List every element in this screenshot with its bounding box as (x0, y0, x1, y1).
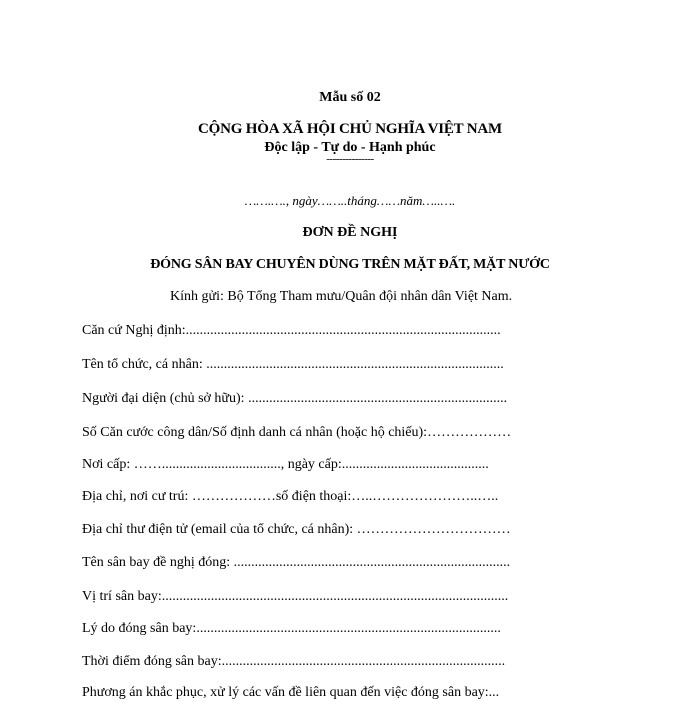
form-field-address-phone: Địa chỉ, nơi cư trú: ………………số điện thoại:…..…………………..….. (82, 489, 499, 504)
document-title: ĐƠN ĐỀ NGHỊ (302, 225, 398, 240)
form-field-id-number: Số Căn cước công dân/Số định danh cá nhân (hoặc hộ chiếu):……………… (82, 425, 512, 440)
form-field-closure-time: Thời điểm đóng sân bay:................................................................................. (82, 654, 506, 669)
document-subtitle: ĐÓNG SÂN BAY CHUYÊN DÙNG TRÊN MẶT ĐẤT, MẶT NƯỚC (150, 257, 550, 272)
dateline: …….…., ngày……..tháng……năm…..…. (244, 193, 456, 208)
motto-divider: --------------- (326, 153, 374, 165)
form-field-remediation-plan: Phương án khắc phục, xử lý các vấn đề liên quan đến việc đóng sân bay:... (82, 685, 500, 700)
form-field-airport-location: Vị trí sân bay:................................................................................................... (82, 589, 509, 604)
form-field-legal-basis: Căn cứ Nghị định:.......................................................................................... (82, 323, 501, 338)
form-field-issue-place-date: Nơi cấp: …….................................., ngày cấp:.......................................... (82, 457, 489, 472)
national-title: CỘNG HÒA XÃ HỘI CHỦ NGHĨA VIỆT NAM (198, 121, 502, 137)
addressee-line: Kính gửi: Bộ Tổng Tham mưu/Quân đội nhân dân Việt Nam. (170, 289, 513, 304)
form-field-email: Địa chỉ thư điện tử (email của tổ chức, cá nhân): …………………………… (82, 522, 511, 537)
form-field-closure-reason: Lý do đóng sân bay:....................................................................................... (82, 621, 501, 636)
national-motto: Độc lập - Tự do - Hạnh phúc (264, 140, 436, 155)
form-field-airport-name: Tên sân bay đề nghị đóng: ............................................................................... (82, 555, 511, 570)
form-field-representative: Người đại diện (chủ sở hữu): .......................................................................... (82, 391, 508, 406)
form-field-organization-name: Tên tổ chức, cá nhân: ..................................................................................... (82, 357, 504, 372)
form-number: Mẫu số 02 (319, 90, 381, 105)
